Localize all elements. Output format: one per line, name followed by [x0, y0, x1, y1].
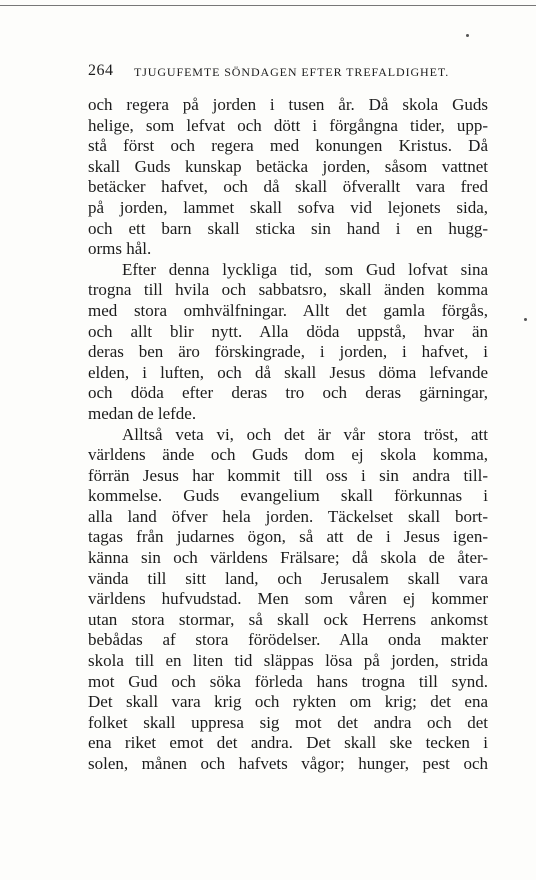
top-edge-rule — [0, 5, 536, 6]
body-text — [88, 95, 488, 775]
text-line: Efter denna lyckliga tid, som Gud lofvat sina — [122, 259, 488, 279]
print-speck — [466, 34, 469, 37]
text-line: solen, månen och hafvets vågor; hunger, pest och — [88, 754, 488, 773]
text-line: orms hål. — [88, 239, 152, 259]
text-line: deras ben äro förskingrade, i jorden, i hafvet, i — [88, 342, 488, 362]
text-line: vända till sitt land, och Jerusalem skall vara — [88, 568, 488, 588]
text-line: och regera på jorden i tusen år. Då skola Guds — [88, 95, 488, 114]
text-line: och allt blir nytt. Alla döda uppstå, hvar än — [88, 321, 488, 341]
page-number: 264 — [88, 62, 114, 79]
text-line: känna sin och världens Frälsare; då skola de åter- — [88, 548, 488, 568]
text-line: stå först och regera med konungen Kristus. Då — [88, 136, 488, 156]
text-line: tagas från judarnes ögon, så att de i Jesus igen- — [88, 527, 488, 547]
text-line: med stora omhvälfningar. Allt det gamla förgås, — [88, 300, 488, 320]
text-line: folket skall uppresa sig mot det andra och det — [88, 712, 488, 732]
text-line: medan de lefde. — [88, 403, 197, 423]
text-line: världens hufvudstad. Men som våren ej kommer — [88, 589, 488, 609]
text-line: ena riket emot det andra. Det skall ske tecken i — [88, 733, 488, 753]
text-line: elden, i luften, och då skall Jesus döma lefvande — [88, 362, 488, 382]
text-line: skall Guds kunskap betäcka jorden, såsom vattnet — [88, 156, 488, 176]
text-line: och ett barn skall sticka sin hand i en hugg- — [88, 218, 488, 238]
page-header — [88, 58, 488, 82]
text-line: Det skall vara krig och rykten om krig; det ena — [88, 692, 488, 712]
text-line: Alltså veta vi, och det är vår stora tröst, att — [122, 424, 488, 444]
text-line: helige, som lefvat och dött i förgångna tider, upp- — [88, 115, 488, 135]
text-line: skola till en liten tid släppas lösa på jorden, strida — [88, 651, 488, 671]
text-line: trogna till hvila och sabbatsro, skall änden komma — [88, 280, 488, 300]
text-line: utan stora stormar, så skall ock Herrens ankomst — [88, 609, 488, 629]
text-line: och döda efter deras tro och deras gärningar, — [88, 383, 488, 403]
text-line: mot Gud och söka förleda hans trogna till synd. — [88, 671, 488, 691]
text-line: förrän Jesus har kommit till oss i sin andra till- — [88, 465, 488, 485]
text-line: världens ände och Guds dom ej skola komma, — [88, 445, 488, 465]
text-line: bebådas af stora förödelser. Alla onda makter — [88, 630, 488, 650]
text-line: alla land öfver hela jorden. Täckelset skall bort- — [88, 506, 488, 526]
running-head: TJUGUFEMTE SÖNDAGEN EFTER TREFALDIGHET. — [134, 65, 450, 79]
text-line: betäcker hafvet, och då skall öfverallt vara fred — [88, 177, 488, 197]
print-speck — [524, 318, 527, 321]
text-line: på jorden, lammet skall sofva vid lejonets sida, — [88, 197, 488, 217]
text-line: kommelse. Guds evangelium skall förkunnas i — [88, 486, 488, 506]
